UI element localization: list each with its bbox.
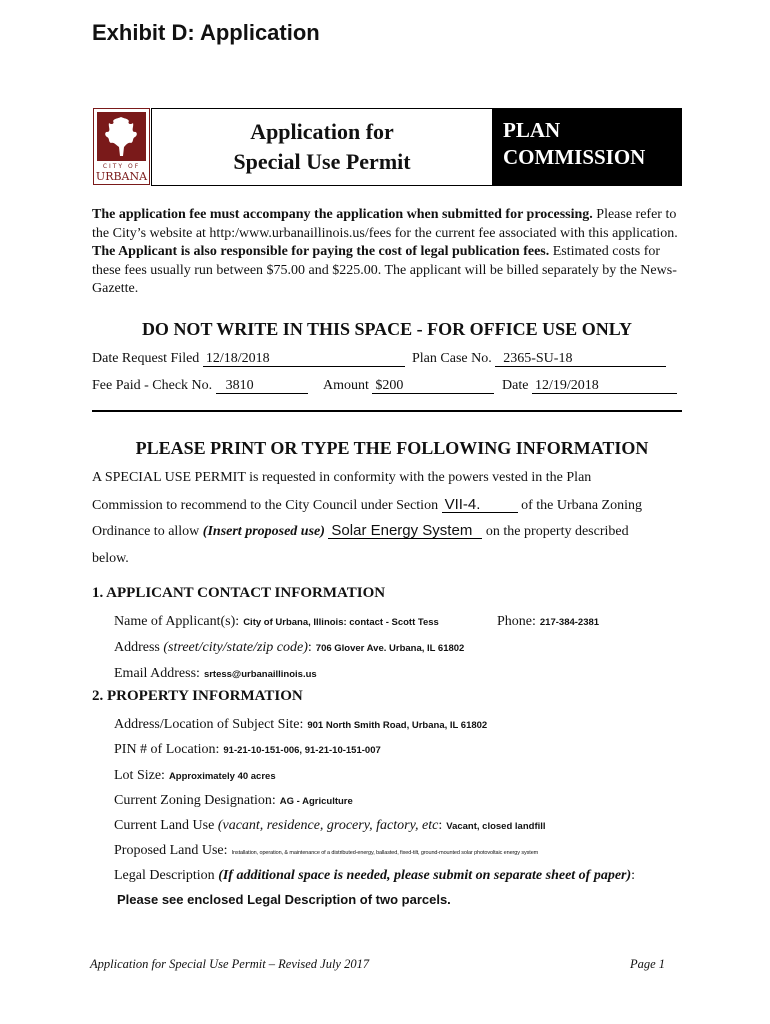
location-row [114,715,487,733]
logo-city-text: CITY OF [102,163,141,170]
request-line3-b: on the property described [485,524,629,539]
phone-field[interactable]: 217-384-2381 [539,617,600,628]
location-label: Address/Location of Subject Site: [114,717,304,732]
board-line2: COMMISSION [503,145,646,169]
pin-row [114,740,381,758]
form-title [152,109,492,185]
date-field[interactable]: 12/19/2018 [532,378,677,394]
lot-size-field[interactable]: Approximately 40 acres [168,771,276,782]
request-line3 [92,523,629,540]
intro-paragraph [92,206,692,299]
section-field[interactable]: VII-4. [442,497,518,513]
amount-field[interactable]: $200 [372,378,494,394]
legal-description-field[interactable]: Please see enclosed Legal Description of two parcels. [117,892,451,907]
address-label-italic: (street/city/state/zip code) [163,640,308,655]
request-line4: below. [92,551,129,566]
email-label: Email Address: [114,666,200,681]
land-use-label-italic: (vacant, residence, grocery, factory, etc [217,818,439,833]
amount-row [323,378,494,394]
title-box [151,108,682,186]
proposed-land-use-row [114,841,538,859]
intro-bold-sentence2: The Applicant is also responsible for paying the cost of legal publication fees. [92,244,550,260]
land-use-label-end: : [438,818,443,833]
office-divider [92,410,682,412]
logo-name-text: URBANA [95,170,148,183]
land-use-row [114,816,546,834]
footer-page-number: Page 1 [630,957,666,971]
legal-description-label-italic: (If additional space is needed, please submit on separate sheet of paper) [218,868,632,883]
property-heading: 2. PROPERTY INFORMATION [92,688,303,704]
request-line2-b: of the Urbana Zoning [521,498,642,513]
date-row [502,378,677,394]
oak-leaf-icon [94,109,149,163]
board-line1: PLAN [503,118,561,142]
legal-description-row [114,866,635,884]
fee-paid-label: Fee Paid - Check No. [92,378,213,393]
plan-case-field[interactable]: 2365-SU-18 [495,351,666,367]
date-filed-field[interactable]: 12/18/2018 [203,351,405,367]
legal-description-label-end: : [631,868,636,883]
date-filed-row [92,351,405,367]
applicant-address-row [114,638,464,656]
address-field[interactable]: 706 Glover Ave. Urbana, IL 61802 [315,643,465,654]
city-logo [93,108,150,185]
form-title-line2: Special Use Permit [233,149,411,174]
request-line1: A SPECIAL USE PERMIT is requested in conformity with the powers vested in the Plan [92,470,592,485]
fee-row [92,378,308,394]
office-use-heading: DO NOT WRITE IN THIS SPACE - FOR OFFICE USE ONLY [141,319,633,339]
date-label: Date [502,378,529,393]
board-label [492,109,681,185]
intro-text2: Estimated costs for these fees usually run between $75.00 and $225.00. The applicant will be billed separately by the News-Gazette. [92,244,677,297]
legal-description-label: Legal Description [114,868,219,883]
request-line2-a: Commission to recommend to the City Council under Section [92,498,439,513]
zoning-label: Current Zoning Designation: [114,793,276,808]
phone-label: Phone: [497,614,536,629]
applicant-name-row [114,612,439,630]
check-number-field[interactable]: 3810 [216,378,308,394]
plan-case-row [412,351,666,367]
plan-case-label: Plan Case No. [412,351,492,366]
lot-size-label: Lot Size: [114,768,165,783]
email-row [114,664,317,682]
proposed-land-use-field[interactable]: Installation, operation, & maintenance of a distributed-energy, ballasted, fixed-tilt, ground-mounted solar photovoltaic energy system [231,850,539,856]
phone-row [497,612,599,630]
applicant-heading: 1. APPLICANT CONTACT INFORMATION [92,585,386,601]
request-line3-a: Ordinance to allow [92,524,203,539]
intro-text1: Please refer to the City’s website at http:/www.urbanaillinois.us/fees for the current fee associated with this application. [92,207,678,241]
proposed-use-field[interactable]: Solar Energy System [328,523,482,539]
date-filed-label: Date Request Filed [92,351,200,366]
land-use-field[interactable]: Vacant, closed landfill [446,821,546,832]
exhibit-title: Exhibit D: Application [92,20,320,45]
amount-label: Amount [323,378,369,393]
email-field[interactable]: srtess@urbanaillinois.us [203,669,317,680]
address-label: Address [114,640,164,655]
zoning-field[interactable]: AG - Agriculture [279,796,353,807]
applicant-name-field[interactable]: City of Urbana, Illinois: contact - Scott Tess [243,617,439,628]
address-label-end: : [307,640,312,655]
applicant-name-label: Name of Applicant(s): [114,614,240,629]
pin-label: PIN # of Location: [114,742,220,757]
location-field[interactable]: 901 North Smith Road, Urbana, IL 61802 [307,720,488,731]
land-use-label: Current Land Use [114,818,218,833]
intro-bold-sentence: The application fee must accompany the application when submitted for processing. [92,207,593,222]
zoning-row [114,791,353,809]
footer-form-title: Application for Special Use Permit – Revised July 2017 [90,957,370,971]
pin-field[interactable]: 91-21-10-151-006, 91-21-10-151-007 [223,745,381,756]
request-line2 [92,497,642,514]
proposed-land-use-label: Proposed Land Use: [114,843,228,858]
lot-size-row [114,766,276,784]
form-title-line1: Application for [250,119,394,144]
print-heading: PLEASE PRINT OR TYPE THE FOLLOWING INFORMATION [135,438,649,458]
request-line3-italic: (Insert proposed use) [202,524,325,539]
